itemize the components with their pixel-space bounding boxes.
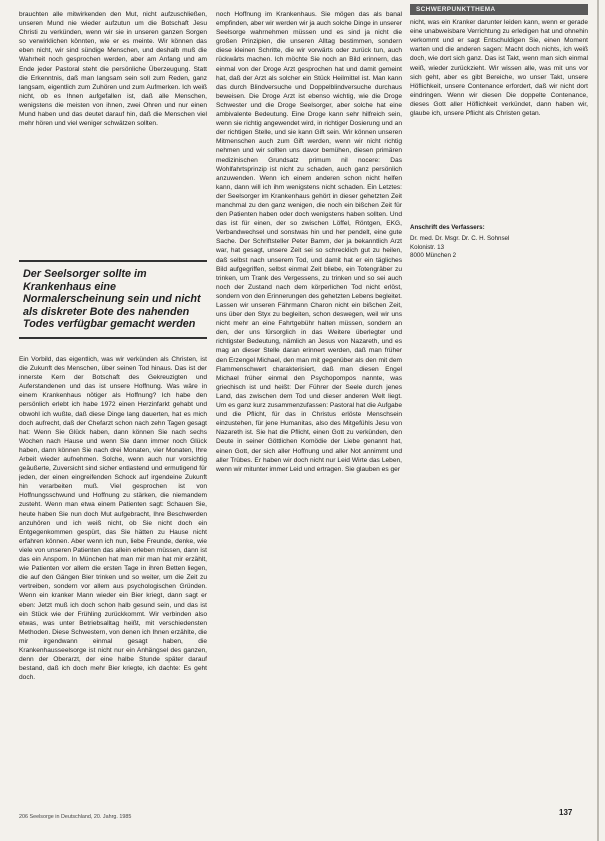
- column-3: [410, 6, 588, 260]
- author-address: [410, 224, 588, 260]
- pull-quote: Der Seelsorger sollte im Krankenhaus eine Normalerscheinung sein und nicht als diskreter Bote des nahenden Todes verfügbar gemacht werden: [19, 260, 207, 339]
- author-heading: Anschrift des Verfassers:: [410, 224, 485, 232]
- footer-citation: 206 Seelsorge in Deutschland, 20. Jahrg. 1985: [19, 814, 132, 820]
- page-edge-shadow: [597, 0, 599, 841]
- author-line: Kolonistr. 13: [410, 243, 445, 251]
- page-number: 137: [559, 808, 573, 817]
- column-2: [216, 10, 402, 810]
- col3-text: nicht, was ein Kranker darunter leiden kann, wenn er gerade eine unabweisbare Verrichtung zu erledigen hat und ohnehin verkommt und er sagt Entschuldigen Sie, einen Moment warten und die anderen sagen: Macht doch nichts, ich weiß doch, wie dort sich ganz. Das ist Takt, wenn man sich einmal weiß, wieder zurückzieht. Wir wissen alle, was mit uns vor sich geht, aber es gibt Bereiche, wo unser Takt, unsere Höflichkeit, unsere Contenance erfordert, daß wir nicht dort eindringen. Wenn wir diesen Die doppelte Contenance, dieses Gott aller Höflichkeit verkündet, dann haben wir, glaube ich, unsere Pflicht als Christen getan.: [410, 19, 588, 118]
- author-line: Dr. med. Dr. Msgr. Dr. C. H. Sohnsel: [410, 235, 510, 243]
- col2-text: noch Hoffnung im Krankenhaus. Sie mögen das als banal empfinden, aber wir werden wir ja auch solche Dinge in unserer Seelsorge wahrnehmen müssen und es sind ja nicht die großen Prinzipien, die unseren Alltag bestimmen, sondern diese kleinen Schritte, die wir vorwärts oder zurück tun, auch rückwärts machen. Ich möchte Sie noch an Bild erinnern, das einmal von der Droge Arzt gesprochen hat und damit gemeint hat, daß der Arzt als solcher ein Stück Heilmittel ist. Man kann das durch Blindversuche und Doppelblindversuche durchaus beweisen. Die Droge Arzt ist ebenso wichtig, wie die Droge Schwester und die Droge Seelsorger, aber solche hat eine ambivalente Bedeutung. Eine Droge kann sehr hilfreich sein, wenn sie richtig angewendet wird, in richtiger Dosierung und an der richtigen Stelle, und sie kann Gift sein. Wir können unseren Mitmenschen auch zum Gift werden, wenn wir nicht richtig nehmen und wir sollten uns davor bemühen, diesen primären medizinischen Grundsatz primum nil nocere: Das Wohlfahrtsprinzip ist nicht zu schaden, auch ganz persönlich anzuwenden. Wenn ich einem anderen schon nicht helfen kann, dann will ich ihm wenigstens nicht schaden. Ein Letztes: der Seelsorger im Krankenhaus gehört in dieser gehetzten Zeit manchmal zu den ganz wenigen, die noch ein bißchen Zeit für den Patienten haben oder doch wenigstens haben sollten. Und das ist für einen, der so zwischen Löffel, Röntgen, EKG, Verbandwechsel und sonstwas hin und her pendelt, eine gute Sache. Der Schriftsteller Peter Bamm, der ja bekanntlich Arzt war, hat gesagt, unsere Zeit sei so schrecklich gut zu heilen, daß selbst nach unserem Tod, und damit hat er ein tägliches Bild aufgegriffen, selbst einmal Zeit bliebe, ein Totengräber zu trinken, um Trank des Vergessens, zu trinken und so sei auch noch der Zustand nach dem körperlichen Tod nicht erlöst, sondern von den Erinnerungen des gehetzten Lebens begleitet. Lassen wir unseren Fährmann Charon nicht ein bißchen Zeit, uns über den Styx zu begleiten, schon deswegen, weil wir uns nicht mehr an eine Fahrtgebühr halten müssen, sondern an den, der uns fürsorglich in das Weitere überlegter und richtigster Bedeutung, nämlich an Jesus von Nazareth, und es mag an dieser Stelle daran erinnert werden, daß man früher den Erzengel Michael, den man mit gegenüber als den mit dem Flammenschwert charakterisiert, daß man diesen Engel Michael früher einmal den Psychopompos nannte, was griechisch ist und heißt: Der Führer der Seele durch jenes Land, das zwischen dem Tod und dieser anderen Welt liegt. Um es ganz kurz zusammenzufassen: Pastoral hat die Aufgabe und die Pflicht, für das in Christus erlöste Menschsein einzustehen, für jene Humanitas, also des Mitgefühls Jesu von Nazareth ist. Sie hat die Pflicht, einen Gott zu verkünden, den Deute in seiner Göttlichen Komödie der Liebe genannt hat, einen Gott, der sich aller Hoffnung und aller Not annimmt und aller Trübes. Er haben wir doch nicht nur Leid Wirte das Leben, wenn wir mitunter immer Leid und ertragen. Sie glauben es ger: [216, 11, 402, 473]
- col1-top-text: brauchten alle mitwirkenden den Mut, nicht aufzuschließen, unseren Mund nie wieder aufzutun um die Botschaft Jesu Christi zu verkünden, wenn wir sie in unseren ganzen Sorgen so verwirklichen könnten, wie er es meinte. Wir können das eben nicht, wir sind sündige Menschen, und deshalb muß die Wahrheit noch gesprochen werden, aber am Anfang und am Ende jeder Pastoral steht die persönliche Überzeugung. Statt die Erkenntnis, daß man langsam sein soll zum Reden, ganz langsam, eigentlich zum Zuhören und zum Aufmerken. Ich weiß nicht, ob es Ihnen aufgefallen ist, daß alle Menschen, wenigstens die meisten von ihnen, zwei Ohren und nur einen Mund haben und das deutet darauf hin, daß die Menschen viel mehr hören und viel weniger schwätzen sollten.: [19, 11, 207, 128]
- col1-bottom-text: Ein Vorbild, das eigentlich, was wir verkünden als Christen, ist die Zukunft des Menschen, über seinen Tod hinaus. Das ist der innerste Kern der Botschaft des Gekreuzigten und Auferstandenen und das ist unsere Hoffnung. Was wäre in einem Krankenhaus nötiger als Hoffnung? Ich habe den persönlich erlebt ich habe 1972 einen Herzinfarkt gehabt und obwohl ich wußte, daß diese Dinge lang dauerten, hat es mich doch aufrecht, daß der Chefarzt schon nach zehn Tagen gesagt hat: Wenn Sie Glück haben, dann können Sie nach sechs Wochen nach Hause und wenn Sie dann immer noch Glück haben, dann können Sie nach drei Monaten, vier Monaten, Ihre Arbeit wieder aufnehmen. Solche, wenn auch nur vorsichtig geäußerte, Zuversicht sind sicher entlastend und ermutigend für jeden, der einen eingreifenden Schock auf irgendeine Zukunft hin verarbeiten muß. Viel gesprochen ist von Hoffnungsschwund und Hoffnung zu stärken, die niemandem zusteht. Wenn man etwa einem Patienten sagt: Schauen Sie, heute haben Sie nun doch Mut aufgebracht, Ihre Beschwerden anzuhören und ich weiß nicht, ob Sie nicht doch ein Entgegenkommen gespürt, das Sie hätten zu Hause nicht erfahren können. Aber wenn ich nun, liebe Freunde, denke, wie viele von unseren Patienten das allein erleben müssen, dann ist das ein Ansporn. In München hat man mir man hat mir erzählt, wie Patienten vor allem die ersten Tage in ihren Betten liegen, die auf den Gängen Bier trinken und so weiter, um die Zeit zu vertreiben, sondern vor allem aus psychologischen Gründen. Wenn ein kranker Mann wieder ein Bier kriegt, dann sagt er eben: Jetzt muß ich doch schon halb gesund sein, und das ist ein Stück wie der Frühling zurückkommt. Wir verbinden also etwas, was unter Betriebsalltag heißt, mit verschiedensten Methoden. Diese Schwestern, von denen ich Ihnen erzählte, die mir irgendwann einmal gesagt haben, die Krankenhausseelsorge ist nicht nur ein Anhängsel des ganzen, denn der Oberarzt, der eine halbe Stunde später darauf bestand, daß ich doch mehr Bier kriegte, ich dachte: Es geht doch.: [19, 355, 207, 682]
- section-label: SCHWERPUNKTTHEMA: [410, 4, 588, 15]
- column-1: [19, 10, 207, 815]
- author-line: 8000 München 2: [410, 251, 457, 259]
